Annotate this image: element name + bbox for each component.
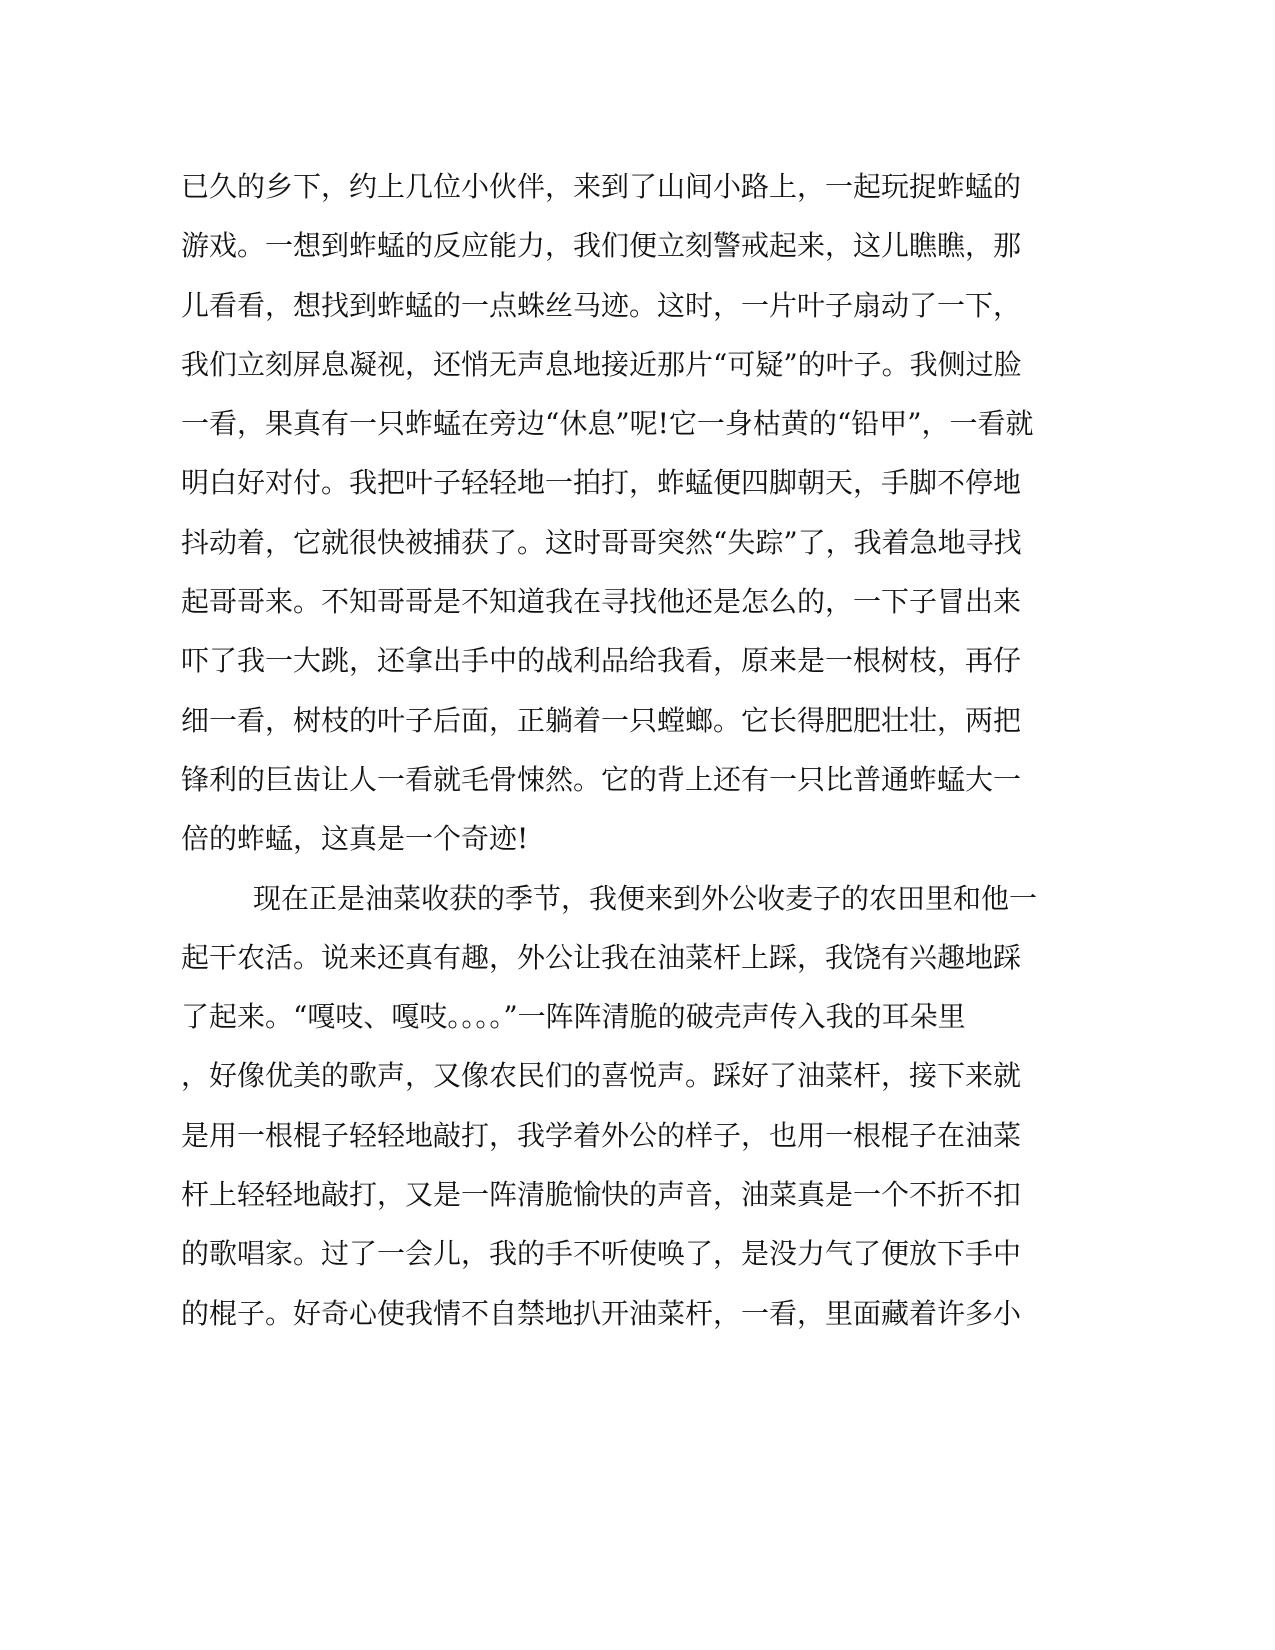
paragraph-2 <box>181 869 1041 1343</box>
text-line: 杆上轻轻地敲打，又是一阵清脆愉快的声音，油菜真是一个不折不扣 <box>181 1178 1022 1212</box>
text-line: 明白好对付。我把叶子轻轻地一拍打，蚱蜢便四脚朝天，手脚不停地 <box>181 466 1022 500</box>
text-line: 倍的蚱蜢，这真是一个奇迹! <box>181 822 529 856</box>
text-line: 吓了我一大跳，还拿出手中的战利品给我看，原来是一根树枝，再仔 <box>181 644 1022 678</box>
text-line: 是用一根棍子轻轻地敲打，我学着外公的样子，也用一根棍子在油菜 <box>181 1118 1022 1152</box>
text-line: 抖动着，它就很快被捕获了。这时哥哥突然“失踪”了，我着急地寻找 <box>181 525 1022 559</box>
paragraph-1 <box>181 157 1041 869</box>
text-line: ，好像优美的歌声，又像农民们的喜悦声。踩好了油菜杆，接下来就 <box>181 1059 1022 1093</box>
text-line: 的棍子。好奇心使我情不自禁地扒开油菜杆，一看，里面藏着许多小 <box>181 1296 1022 1330</box>
text-line: 游戏。一想到蚱蜢的反应能力，我们便立刻警戒起来，这儿瞧瞧，那 <box>181 229 1022 263</box>
text-line: 我们立刻屏息凝视，还悄无声息地接近那片“可疑”的叶子。我侧过脸 <box>181 347 1022 381</box>
text-line: 锋利的巨齿让人一看就毛骨悚然。它的背上还有一只比普通蚱蜢大一 <box>181 762 1022 796</box>
text-line: 已久的乡下，约上几位小伙伴，来到了山间小路上，一起玩捉蚱蜢的 <box>181 170 1022 203</box>
text-line-indented: 现在正是油菜收获的季节，我便来到外公收麦子的农田里和他一 <box>253 881 1038 915</box>
text-line: 的歌唱家。过了一会儿，我的手不听使唤了，是没力气了便放下手中 <box>181 1237 1022 1271</box>
text-line: 细一看，树枝的叶子后面，正躺着一只螳螂。它长得肥肥壮壮，两把 <box>181 703 1022 737</box>
text-line: 一看，果真有一只蚱蜢在旁边“休息”呢!它一身枯黄的“铅甲”，一看就 <box>181 407 1034 441</box>
text-line: 起干农活。说来还真有趣，外公让我在油菜杆上踩，我饶有兴趣地踩 <box>181 940 1022 974</box>
body-text <box>181 157 1041 1343</box>
text-line: 儿看看，想找到蚱蜢的一点蛛丝马迹。这时，一片叶子扇动了一下， <box>181 288 1022 322</box>
text-line: 了起来。“嘎吱、嘎吱。。。。”一阵阵清脆的破壳声传入我的耳朵里 <box>181 1000 966 1034</box>
text-line: 起哥哥来。不知哥哥是不知道我在寻找他还是怎么的，一下子冒出来 <box>181 585 1022 619</box>
